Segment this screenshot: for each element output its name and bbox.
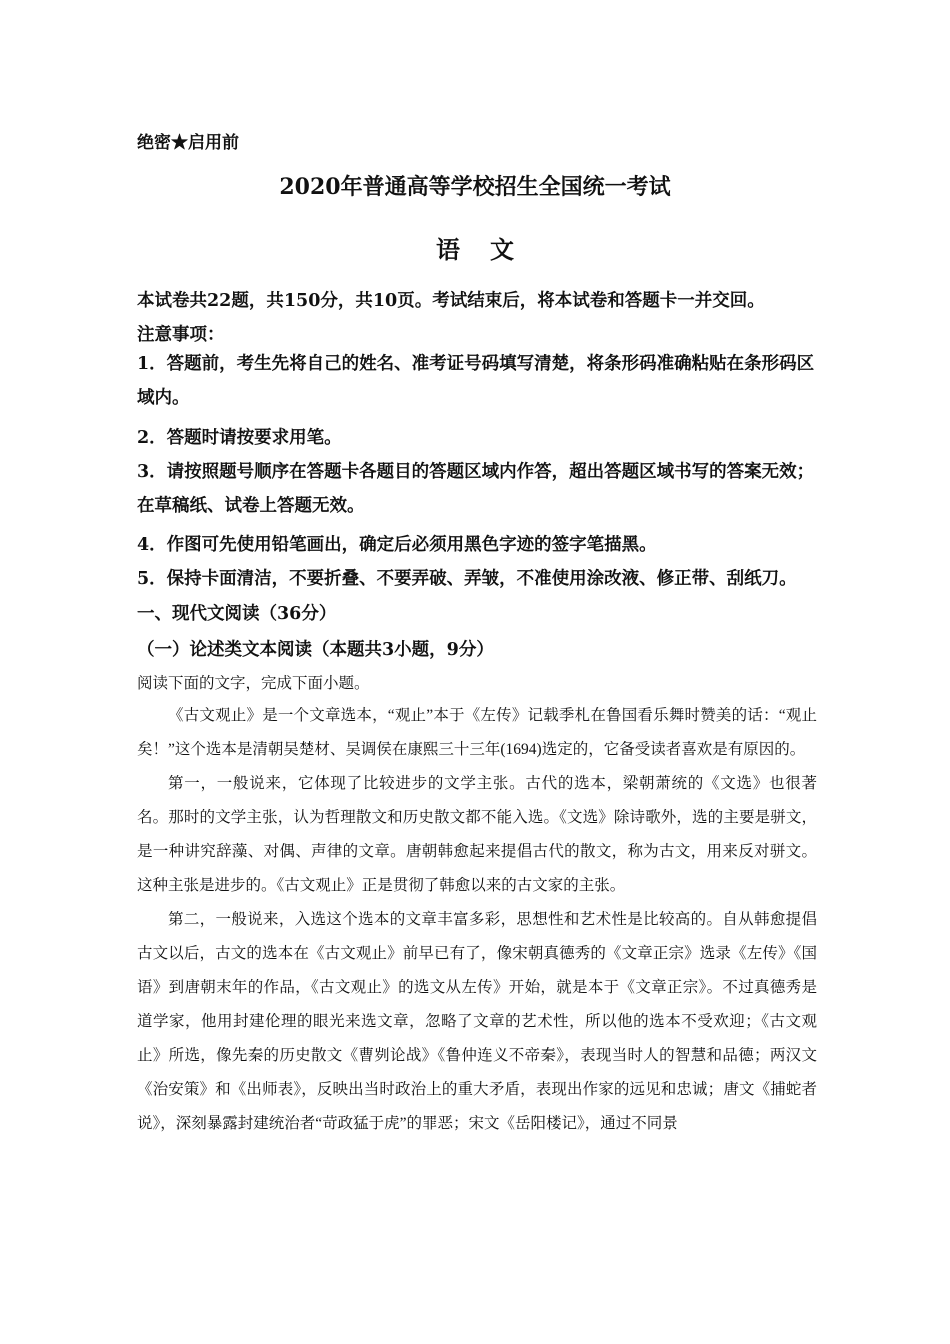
exam-intro: 本试卷共22题，共150分，共10页。考试结束后，将本试卷和答题卡一并交回。: [137, 291, 765, 311]
note-item-1: 1．答题前，考生先将自己的姓名、准考证号码填写清楚，将条形码准确粘贴在条形码区域内。: [137, 354, 815, 408]
passage: [137, 699, 817, 1141]
subsection-heading-argumentative: （一）论述类文本阅读（本题共3小题，9分）: [137, 640, 494, 660]
note-item-2: 2．答题时请按要求用笔。: [137, 428, 342, 448]
passage-paragraph-3: 第二，一般说来，入选这个选本的文章丰富多彩，思想性和艺术性是比较高的。自从韩愈提倡古文以后，古文的选本在《古文观止》前早已有了，像宋朝真德秀的《文章正宗》选录《左传》《国语》到唐朝末年的作品，《古文观止》的选文从左传》开始，就是本于《文章正宗》。不过真德秀是道学家，他用封建伦理的眼光来选文章，忽略了文章的艺术性，所以他的选本不受欢迎；《古文观止》所选，像先秦的历史散文《曹刿论战》《鲁仲连义不帝秦》，表现当时人的智慧和品德；两汉文《治安策》和《出师表》，反映出当时政治上的重大矛盾，表现出作家的远见和忠诚；唐文《捕蛇者说》，深刻暴露封建统治者“苛政猛于虎”的罪恶；宋文《岳阳楼记》，通过不同景: [137, 911, 817, 1132]
notes-heading: 注意事项：: [137, 325, 225, 345]
passage-paragraph-1: 《古文观止》是一个文章选本，“观止”本于《左传》记载季札在鲁国看乐舞时赞美的话：“观止矣！”这个选本是清朝吴楚材、吴调侯在康熙三十三年(1694)选定的，它备受读者喜欢是有原因的。: [137, 707, 817, 758]
note-item-3: 3．请按照题号顺序在答题卡各题目的答题区域内作答，超出答题区域书写的答案无效；在草稿纸、试卷上答题无效。: [137, 462, 815, 516]
exam-title: 2020年普通高等学校招生全国统一考试: [279, 174, 671, 200]
subject-title: 语文: [436, 235, 544, 264]
note-item-4: 4．作图可先使用铅笔画出，确定后必须用黑色字迹的签字笔描黑。: [137, 535, 657, 555]
reading-instruction: 阅读下面的文字，完成下面小题。: [137, 675, 370, 692]
passage-paragraph-2: 第一，一般说来，它体现了比较进步的文学主张。古代的选本，梁朝萧统的《文选》也很著名。那时的文学主张，认为哲理散文和历史散文都不能入选。《文选》除诗歌外，选的主要是骈文，是一种讲究辞藻、对偶、声律的文章。唐朝韩愈起来提倡古代的散文，称为古文，用来反对骈文。这种主张是进步的。《古文观止》正是贯彻了韩愈以来的古文家的主张。: [137, 775, 817, 894]
section-heading-reading: 一、现代文阅读（36分）: [137, 604, 337, 624]
note-item-5: 5．保持卡面清洁，不要折叠、不要弄破、弄皱，不准使用涂改液、修正带、刮纸刀。: [137, 569, 797, 589]
confidential-label: 绝密★启用前: [137, 133, 239, 153]
